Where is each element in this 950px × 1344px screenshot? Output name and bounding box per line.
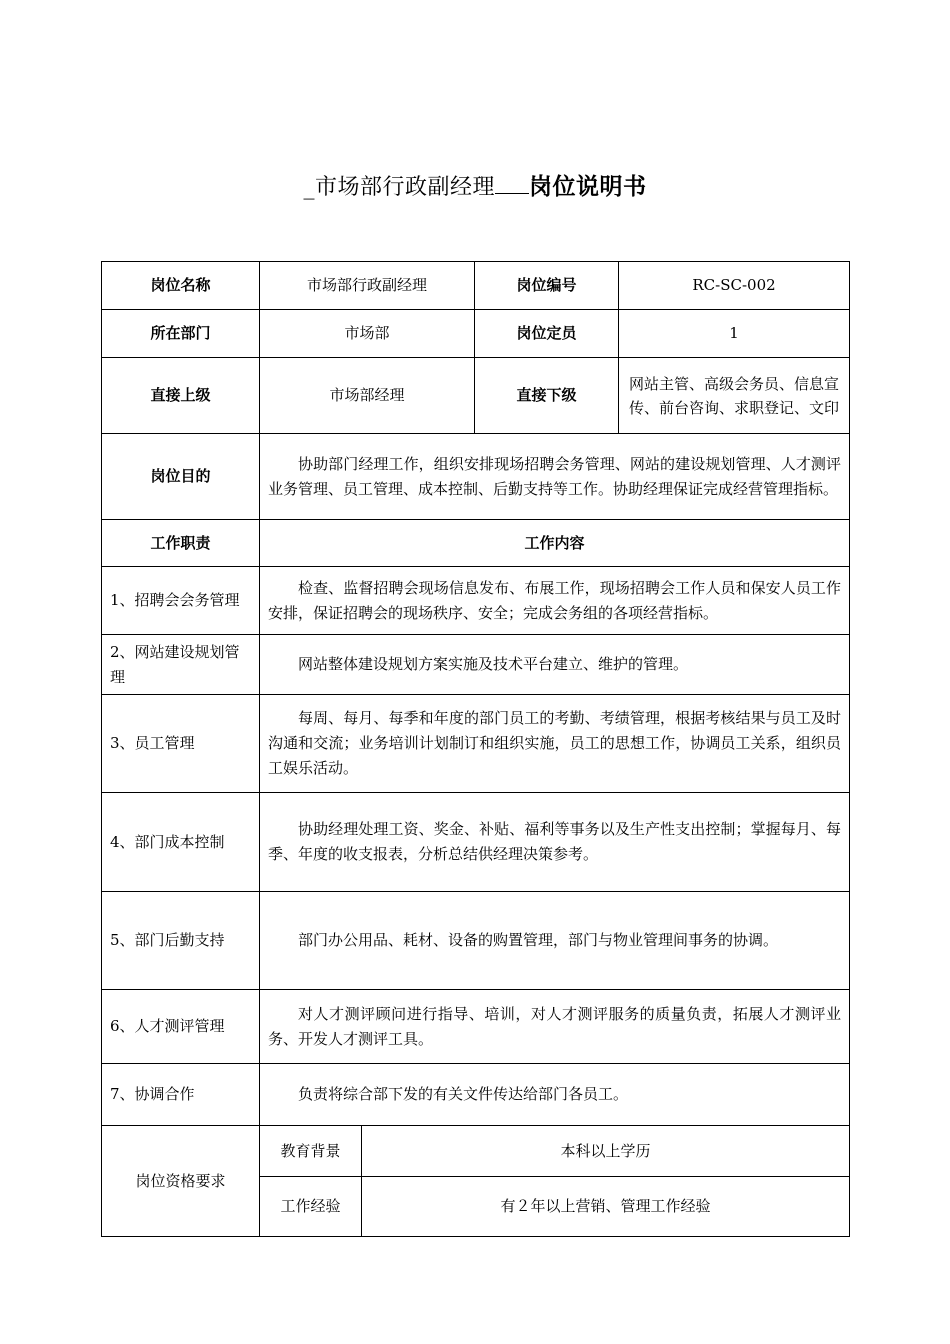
job-description-table — [101, 261, 850, 1237]
subordinate-value: 网站主管、高级会务员、信息宣传、前台咨询、求职登记、文印 — [619, 358, 850, 434]
headcount-value: 1 — [619, 310, 850, 358]
superior-label: 直接上级 — [102, 358, 260, 434]
table-row — [102, 1126, 850, 1177]
position-code-value: RC-SC-002 — [619, 262, 850, 310]
qualifications-label: 岗位资格要求 — [102, 1126, 260, 1237]
table-row — [102, 990, 850, 1064]
table-row — [102, 635, 850, 695]
title-suffix: 岗位说明书 — [529, 173, 647, 200]
superior-value: 市场部经理 — [260, 358, 475, 434]
duties-header: 工作职责 — [102, 520, 260, 567]
duty-content: 部门办公用品、耗材、设备的购置管理，部门与物业管理间事务的协调。 — [260, 892, 850, 990]
page-title — [0, 168, 950, 201]
education-value: 本科以上学历 — [362, 1126, 850, 1177]
duty-title: 3、员工管理 — [102, 695, 260, 793]
title-underline — [495, 192, 529, 194]
duty-title: 6、人才测评管理 — [102, 990, 260, 1064]
experience-label: 工作经验 — [260, 1177, 362, 1237]
duty-title: 7、协调合作 — [102, 1064, 260, 1126]
title-prefix: _ — [303, 175, 315, 200]
purpose-text: 协助部门经理工作，组织安排现场招聘会务管理、网站的建设规划管理、人才测评业务管理、员工管理、成本控制、后勤支持等工作。协助经理保证完成经营管理指标。 — [260, 434, 850, 520]
duty-title: 5、部门后勤支持 — [102, 892, 260, 990]
duty-title: 1、招聘会会务管理 — [102, 567, 260, 635]
table-row — [102, 434, 850, 520]
duty-title: 4、部门成本控制 — [102, 793, 260, 892]
table-row — [102, 520, 850, 567]
duty-content: 网站整体建设规划方案实施及技术平台建立、维护的管理。 — [260, 635, 850, 695]
duty-content: 检查、监督招聘会现场信息发布、布展工作，现场招聘会工作人员和保安人员工作安排，保证招聘会的现场秩序、安全；完成会务组的各项经营指标。 — [260, 567, 850, 635]
position-name-value: 市场部行政副经理 — [260, 262, 475, 310]
duty-content: 负责将综合部下发的有关文件传达给部门各员工。 — [260, 1064, 850, 1126]
table-row — [102, 793, 850, 892]
table-row — [102, 310, 850, 358]
position-name-label: 岗位名称 — [102, 262, 260, 310]
table-row — [102, 892, 850, 990]
subordinate-label: 直接下级 — [475, 358, 619, 434]
title-position: 市场部行政副经理 — [314, 175, 495, 200]
purpose-label: 岗位目的 — [102, 434, 260, 520]
table-row — [102, 358, 850, 434]
experience-value: 有２年以上营销、管理工作经验 — [362, 1177, 850, 1237]
headcount-label: 岗位定员 — [475, 310, 619, 358]
table-row — [102, 1064, 850, 1126]
table-row — [102, 695, 850, 793]
table-row — [102, 567, 850, 635]
education-label: 教育背景 — [260, 1126, 362, 1177]
duty-title: 2、网站建设规划管理 — [102, 635, 260, 695]
duty-content: 对人才测评顾问进行指导、培训，对人才测评服务的质量负责，拓展人才测评业务、开发人才测评工具。 — [260, 990, 850, 1064]
department-label: 所在部门 — [102, 310, 260, 358]
table-row — [102, 262, 850, 310]
duty-content: 协助经理处理工资、奖金、补贴、福利等事务以及生产性支出控制；掌握每月、每季、年度的收支报表，分析总结供经理决策参考。 — [260, 793, 850, 892]
department-value: 市场部 — [260, 310, 475, 358]
content-header: 工作内容 — [260, 520, 850, 567]
position-code-label: 岗位编号 — [475, 262, 619, 310]
duty-content: 每周、每月、每季和年度的部门员工的考勤、考绩管理，根据考核结果与员工及时沟通和交流；业务培训计划制订和组织实施，员工的思想工作，协调员工关系，组织员工娱乐活动。 — [260, 695, 850, 793]
